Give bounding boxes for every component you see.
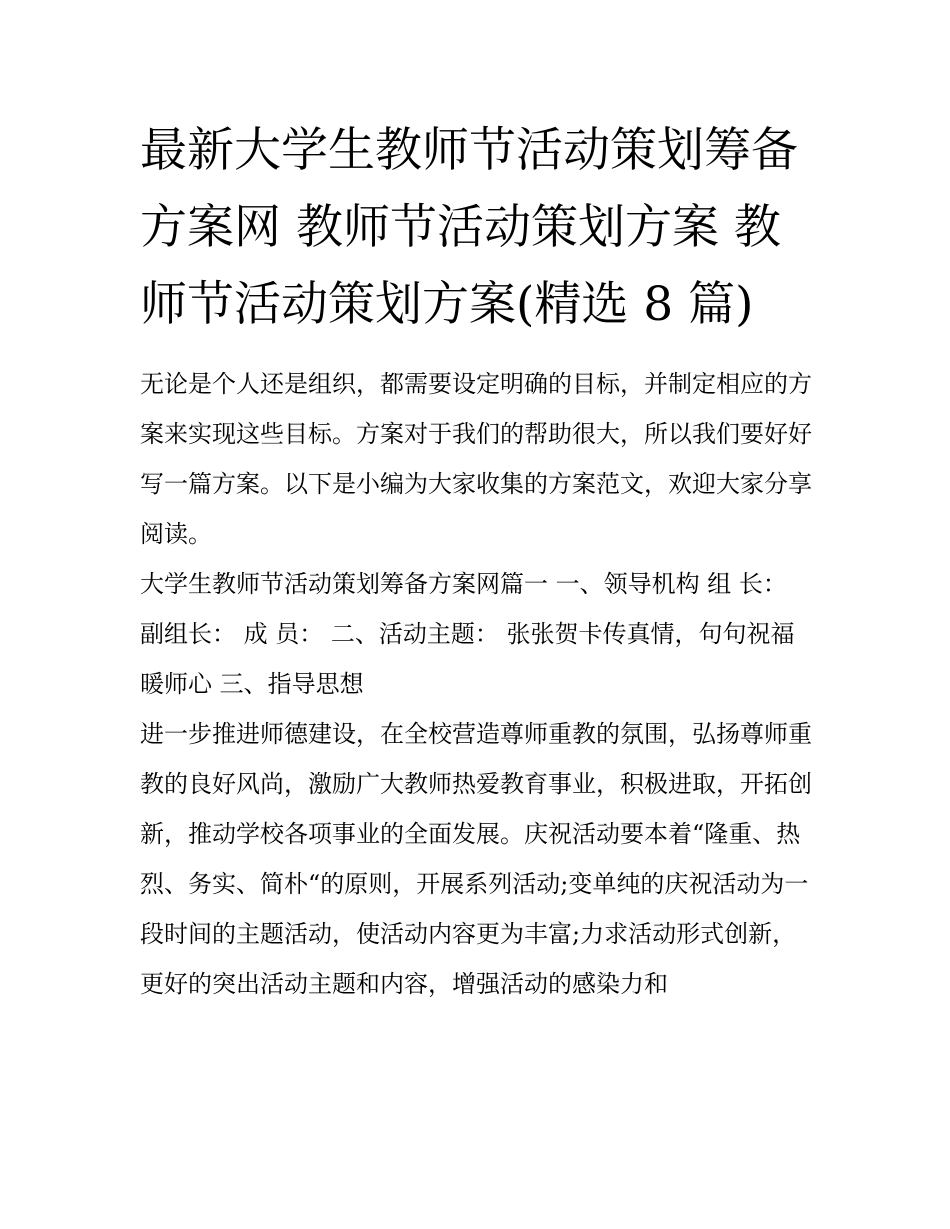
section-one-paragraph: 大学生教师节活动策划筹备方案网篇一 一、领导机构 组 长： 副组长： 成 员： 二、活动主题： 张张贺卡传真情，句句祝福暖师心 三、指导思想 — [140, 570, 795, 698]
intro-paragraph: 无论是个人还是组织，都需要设定明确的目标，并制定相应的方案来实现这些目标。方案对于我们的帮助很大，所以我们要好好写一篇方案。以下是小编为大家收集的方案范文，欢迎大家分享阅读。 — [140, 370, 812, 548]
document-title: 最新大学生教师节活动策划筹备方案网 教师节活动策划方案 教师节活动策划方案(精选 8 篇) — [140, 123, 798, 332]
guiding-thought-paragraph: 进一步推进师德建设，在全校营造尊师重教的氛围，弘扬尊师重教的良好风尚，激励广大教师热爱教育事业，积极进取，开拓创新，推动学校各项事业的全面发展。庆祝活动要本着“隆重、热烈、务实、简朴“的原则，开展系列活动;变单纯的庆祝活动为一段时间的主题活动，使活动内容更为丰富;力求活动形式创新，更好的突出活动主题和内容，增强活动的感染力和 — [140, 720, 812, 998]
document-body — [140, 112, 815, 1009]
